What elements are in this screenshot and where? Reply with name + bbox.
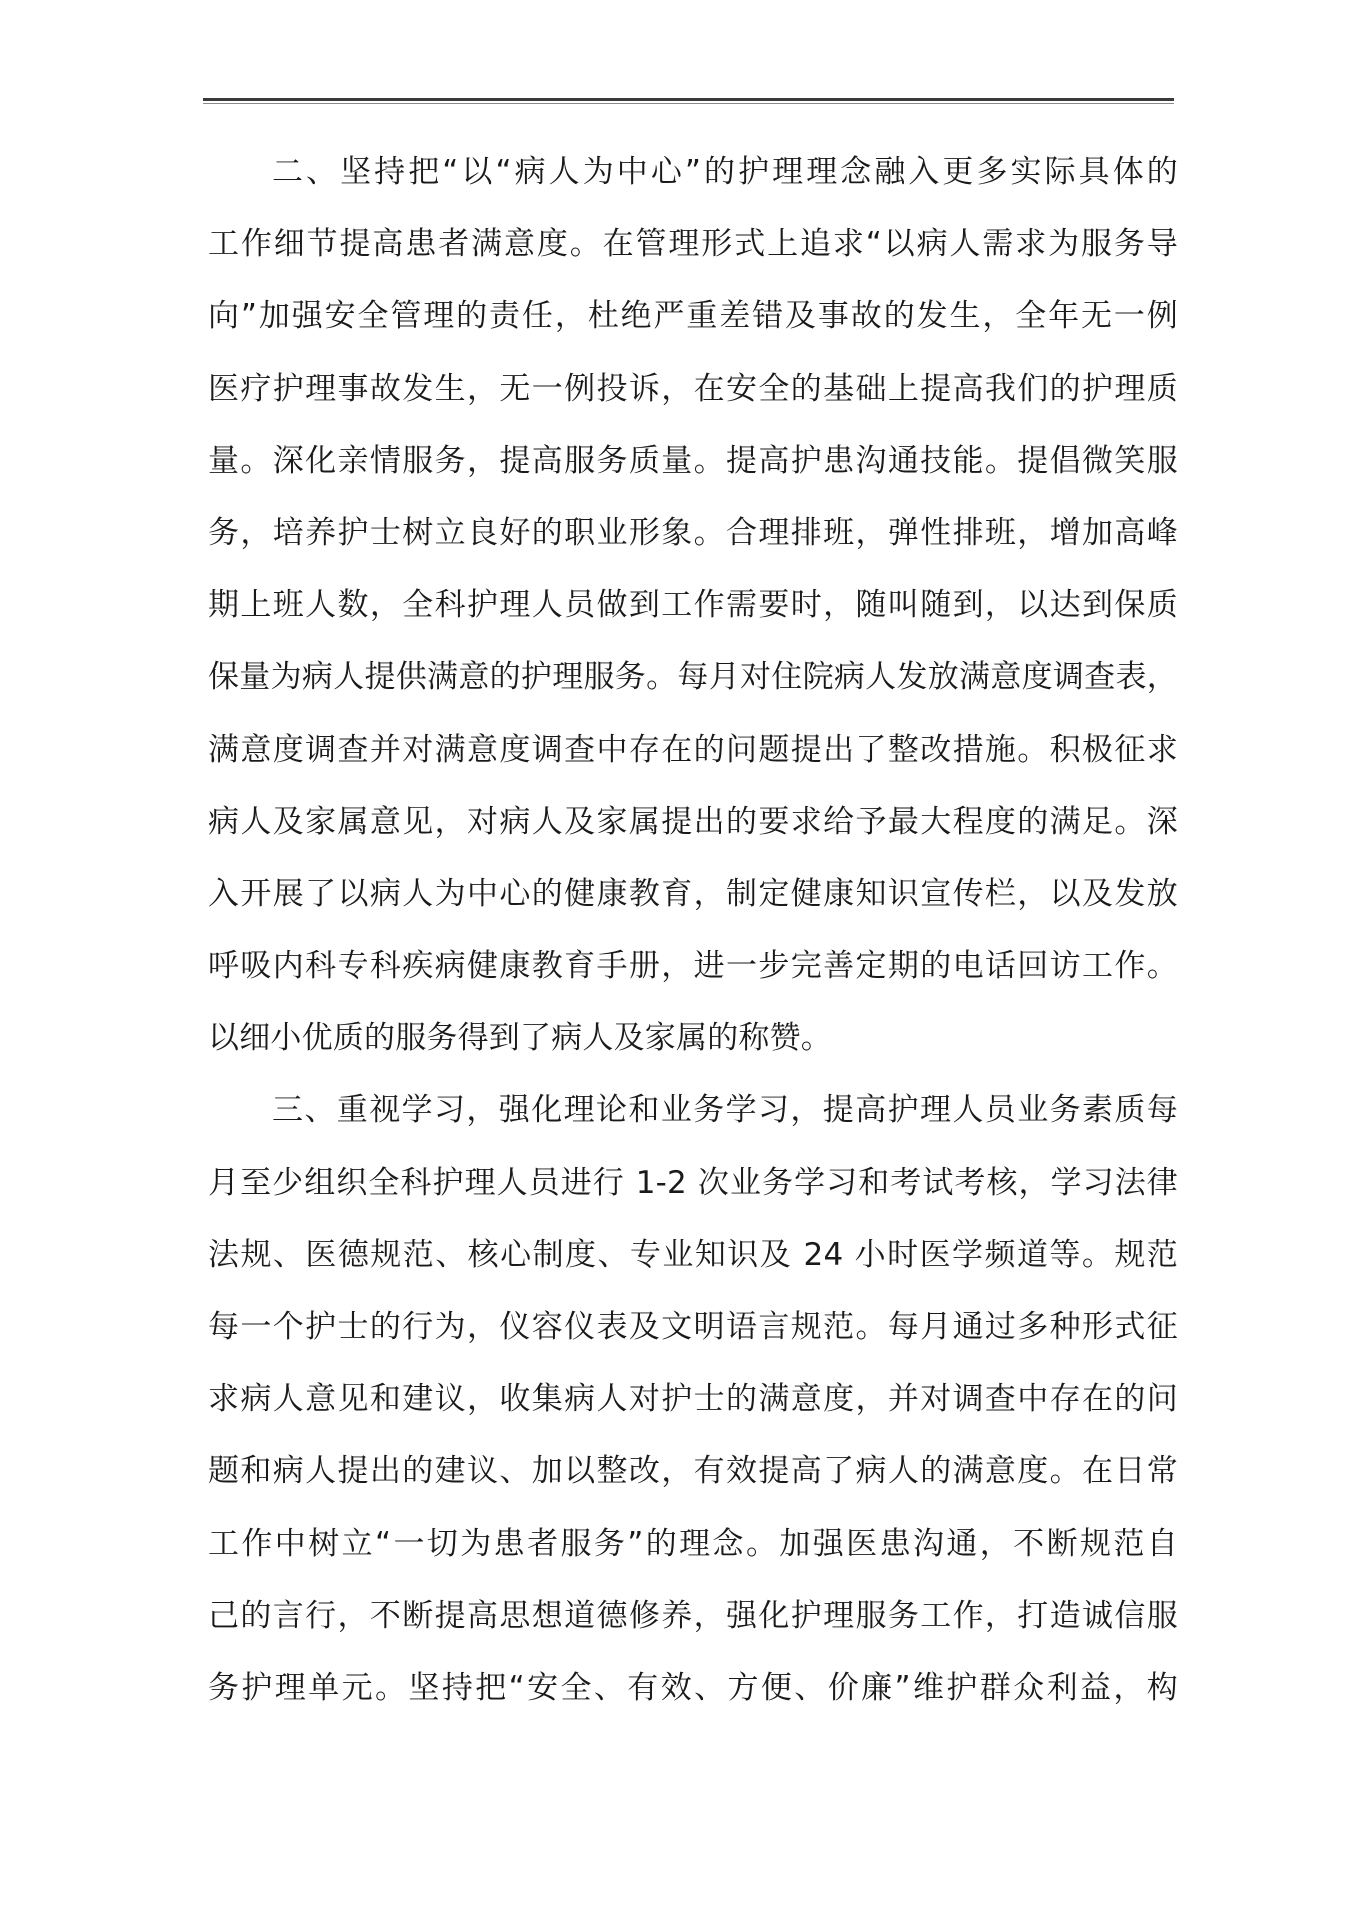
paragraph-2-line-13: 以细小优质的服务得到了病人及家属的称赞。 — [208, 1020, 832, 1057]
paragraph-2-line-3: 向”加强安全管理的责任，杜绝严重差错及事故的发生，全年无一例 — [208, 298, 1178, 335]
paragraph-2-line-12: 呼吸内科专科疾病健康教育手册，进一步完善定期的电话回访工作。 — [208, 948, 1178, 985]
paragraph-2-line-4: 医疗护理事故发生，无一例投诉，在安全的基础上提高我们的护理质 — [208, 370, 1178, 407]
paragraph-3-line-5: 求病人意见和建议，收集病人对护士的满意度，并对调查中存在的问 — [208, 1381, 1178, 1418]
paragraph-3-line-9: 务护理单元。坚持把“安全、有效、方便、价廉”维护群众利益，构 — [208, 1669, 1178, 1706]
paragraph-2-line-11: 入开展了以病人为中心的健康教育，制定健康知识宣传栏，以及发放 — [208, 875, 1178, 912]
paragraph-2-line-7: 期上班人数，全科护理人员做到工作需要时，随叫随到，以达到保质 — [208, 587, 1178, 624]
document-body — [208, 136, 1178, 1724]
header-divider — [203, 98, 1174, 104]
paragraph-3-line-1: 三、重视学习，强化理论和业务学习，提高护理人员业务素质每 — [272, 1092, 1178, 1129]
paragraph-3-line-3: 法规、医德规范、核心制度、专业知识及 24 小时医学频道等。规范 — [208, 1236, 1178, 1273]
paragraph-2-line-8: 保量为病人提供满意的护理服务。每月对住院病人发放满意度调查表， — [208, 659, 1178, 696]
paragraph-3-line-8: 己的言行，不断提高思想道德修养，强化护理服务工作，打造诚信服 — [208, 1597, 1178, 1634]
paragraph-2-line-1: 二、坚持把“以“病人为中心”的护理理念融入更多实际具体的 — [272, 154, 1178, 190]
paragraph-3-line-7: 工作中树立“一切为患者服务”的理念。加强医患沟通，不断规范自 — [208, 1525, 1178, 1562]
paragraph-2-line-5: 量。深化亲情服务，提高服务质量。提高护患沟通技能。提倡微笑服 — [208, 442, 1178, 479]
paragraph-2-line-10: 病人及家属意见，对病人及家属提出的要求给予最大程度的满足。深 — [208, 803, 1178, 840]
paragraph-3-line-2: 月至少组织全科护理人员进行 1-2 次业务学习和考试考核，学习法律 — [208, 1164, 1178, 1201]
paragraph-2-line-9: 满意度调查并对满意度调查中存在的问题提出了整改措施。积极征求 — [208, 731, 1178, 768]
paragraph-3-line-6: 题和病人提出的建议、加以整改，有效提高了病人的满意度。在日常 — [208, 1453, 1178, 1490]
paragraph-2-line-2: 工作细节提高患者满意度。在管理形式上追求“以病人需求为服务导 — [208, 226, 1178, 263]
paragraph-3-line-4: 每一个护士的行为，仪容仪表及文明语言规范。每月通过多种形式征 — [208, 1309, 1178, 1345]
paragraph-2-line-6: 务，培养护士树立良好的职业形象。合理排班，弹性排班，增加高峰 — [208, 514, 1178, 551]
